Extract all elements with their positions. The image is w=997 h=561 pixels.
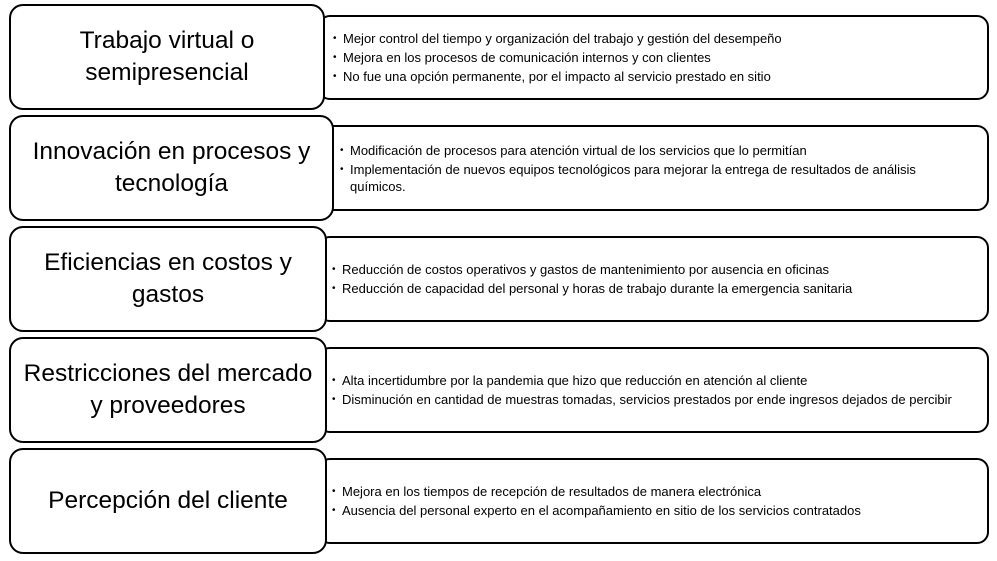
bullet-icon: •	[340, 163, 344, 175]
bullet-list	[333, 28, 973, 87]
bullet-text: Modificación de procesos para atención virtual de los servicios que lo permitían	[350, 142, 807, 158]
list-item	[332, 391, 973, 408]
bullet-text: Ausencia del personal experto en el acompañamiento en sitio de los servicios contratados	[342, 503, 861, 518]
detail-box	[318, 458, 989, 544]
detail-box	[318, 236, 989, 322]
list-item	[333, 49, 973, 66]
bullet-icon: •	[332, 375, 336, 386]
list-item	[332, 502, 973, 519]
bullet-text: Alta incertidumbre por la pandemia que hizo que reducción en atención al cliente	[342, 373, 808, 388]
category-label: Restricciones del mercado y proveedores	[9, 337, 327, 443]
detail-box	[318, 15, 989, 100]
list-item	[332, 261, 973, 278]
bullet-list	[340, 140, 973, 197]
category-label: Eficiencias en costos y gastos	[9, 226, 327, 332]
bullet-text: No fue una opción permanente, por el impacto al servicio prestado en sitio	[343, 69, 771, 84]
bullet-icon: •	[333, 52, 337, 63]
category-label: Trabajo virtual o semipresencial	[9, 4, 325, 110]
bullet-text: Reducción de costos operativos y gastos de mantenimiento por ausencia en oficinas	[342, 262, 830, 277]
bullet-list	[332, 370, 973, 410]
bullet-icon: •	[333, 33, 337, 44]
list-item	[333, 68, 973, 85]
list-item	[333, 30, 973, 47]
bullet-icon: •	[332, 486, 336, 497]
list-item	[340, 161, 973, 195]
bullet-text: Mejora en los tiempos de recepción de resultados de manera electrónica	[342, 484, 762, 499]
bullet-icon: •	[340, 144, 344, 156]
detail-box	[318, 347, 989, 433]
bullet-icon: •	[332, 283, 336, 294]
list-item	[332, 372, 973, 389]
bullet-text: Implementación de nuevos equipos tecnológicos para mejorar la entrega de resultados de análisis químicos.	[350, 161, 916, 194]
bullet-text: Mejor control del tiempo y organización del trabajo y gestión del desempeño	[343, 31, 782, 46]
bullet-text: Reducción de capacidad del personal y horas de trabajo durante la emergencia sanitaria	[342, 281, 853, 296]
detail-box	[318, 125, 989, 211]
category-label: Percepción del cliente	[9, 448, 327, 554]
bullet-list	[332, 259, 973, 299]
category-label: Innovación en procesos y tecnología	[9, 115, 334, 221]
bullet-text: Mejora en los procesos de comunicación internos y con clientes	[343, 50, 711, 65]
list-item	[332, 483, 973, 500]
bullet-list	[332, 481, 973, 521]
bullet-icon: •	[332, 394, 336, 405]
bullet-icon: •	[332, 264, 336, 275]
bullet-icon: •	[332, 505, 336, 516]
list-item	[332, 280, 973, 297]
bullet-icon: •	[333, 71, 337, 82]
bullet-text: Disminución en cantidad de muestras tomadas, servicios prestados por ende ingresos dejados de percibir	[342, 392, 952, 407]
list-item	[340, 142, 973, 159]
